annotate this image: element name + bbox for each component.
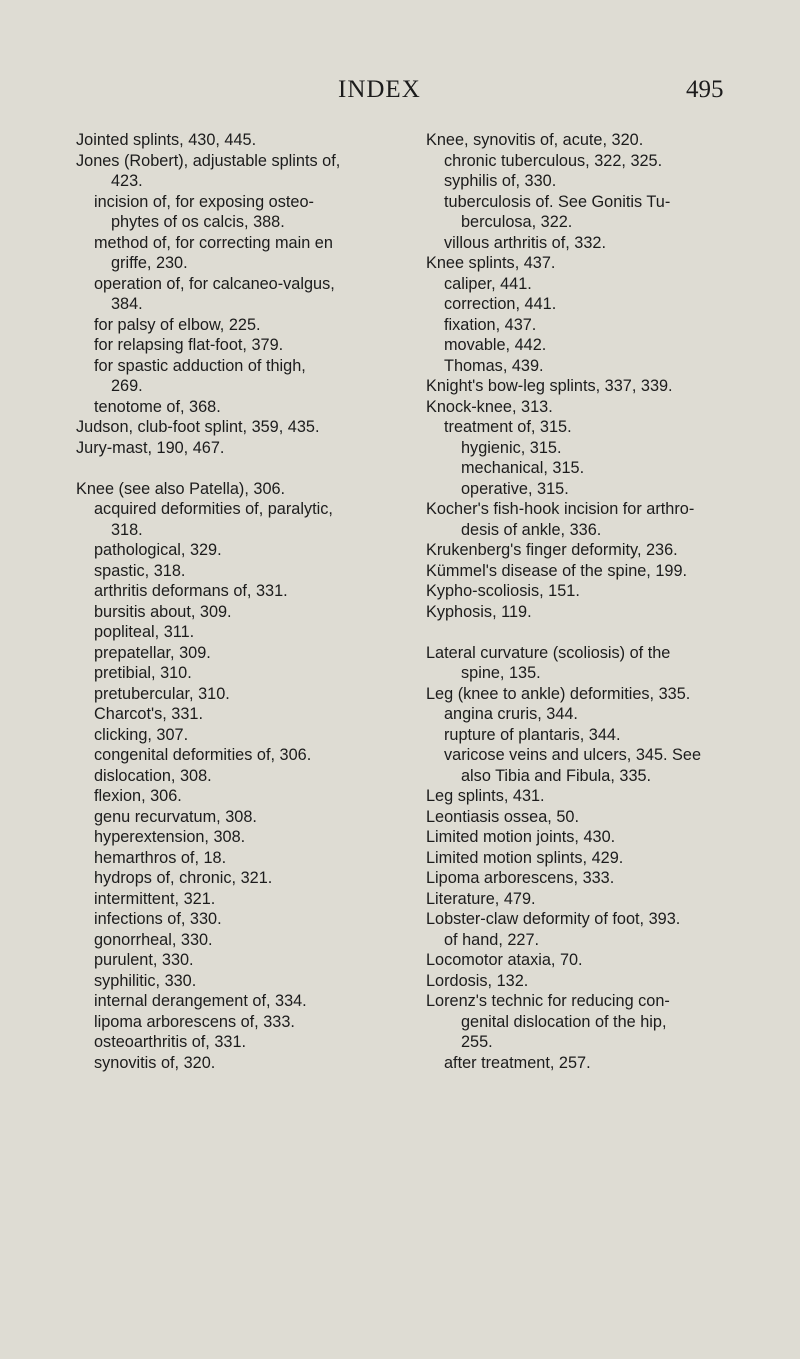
index-subentry: after treatment, 257. (444, 1053, 591, 1072)
index-subentry: 269. (111, 377, 143, 395)
index-subentry: chronic tuberculous, 322, 325. (444, 151, 663, 170)
index-entry: Kocher's fish-hook incision for arthro- (426, 500, 695, 518)
index-subentry: flexion, 306. (94, 787, 182, 805)
section-gap (76, 458, 411, 479)
index-subentry: caliper, 441. (444, 274, 532, 293)
index-subentry: for relapsing flat-foot, 379. (94, 336, 284, 354)
page-header (0, 76, 800, 106)
index-entry: Leg (knee to ankle) deformities, 335. (426, 684, 691, 703)
index-subentry: intermittent, 321. (94, 889, 216, 908)
index-subentry: tenotome of, 368. (94, 397, 221, 416)
index-subentry: griffe, 230. (111, 254, 188, 272)
index-entry: Jury-mast, 190, 467. (76, 438, 225, 457)
index-subentry: genital dislocation of the hip, (461, 1012, 667, 1031)
index-subentry: fixation, 437. (444, 315, 537, 334)
index-subentry: correction, 441. (444, 295, 557, 313)
index-subentry: syphilitic, 330. (94, 971, 197, 990)
index-entry: Kypho-scoliosis, 151. (426, 582, 580, 600)
index-subentry: angina cruris, 344. (444, 705, 578, 723)
index-subentry: infections of, 330. (94, 910, 222, 928)
page-title: INDEX (338, 76, 421, 103)
index-entry: Lordosis, 132. (426, 971, 529, 990)
index-subentry: mechanical, 315. (461, 459, 585, 477)
index-entry: Jointed splints, 430, 445. (76, 131, 257, 149)
index-subentry: hemarthros of, 18. (94, 848, 227, 867)
index-subentry: of hand, 227. (444, 930, 540, 949)
index-subentry: tuberculosis of. See Gonitis Tu- (444, 192, 671, 211)
index-entry: Kümmel's disease of the spine, 199. (426, 561, 688, 580)
index-subentry: villous arthritis of, 332. (444, 233, 606, 252)
index-entry: Locomotor ataxia, 70. (426, 951, 583, 969)
index-subentry: bursitis about, 309. (94, 602, 232, 621)
index-entry: Knee splints, 437. (426, 254, 556, 272)
index-entry: Lorenz's technic for reducing con- (426, 992, 670, 1010)
index-subentry: method of, for correcting main en (94, 233, 333, 252)
index-subentry: popliteal, 311. (94, 623, 195, 641)
index-subentry: Thomas, 439. (444, 356, 544, 375)
index-subentry: pathological, 329. (94, 541, 222, 559)
index-subentry: osteoarthritis of, 331. (94, 1033, 247, 1051)
index-subentry: Charcot's, 331. (94, 705, 203, 723)
index-subentry: purulent, 330. (94, 951, 194, 969)
index-entry: Knock-knee, 313. (426, 397, 553, 416)
index-subentry: internal derangement of, 334. (94, 992, 307, 1010)
index-subentry: pretibial, 310. (94, 664, 192, 682)
index-entry: Judson, club-foot splint, 359, 435. (76, 418, 320, 436)
index-subentry: rupture of plantaris, 344. (444, 725, 621, 744)
index-subentry: 255. (461, 1033, 493, 1051)
index-entry: Knee, synovitis of, acute, 320. (426, 131, 644, 149)
index-subentry: hygienic, 315. (461, 438, 562, 457)
section-gap (426, 622, 761, 643)
index-entry: Jones (Robert), adjustable splints of, (76, 151, 341, 170)
index-subentry: clicking, 307. (94, 725, 189, 744)
index-subentry: syphilis of, 330. (444, 172, 557, 190)
index-subentry: pretubercular, 310. (94, 684, 230, 703)
index-subentry: movable, 442. (444, 336, 547, 354)
index-subentry: 423. (111, 172, 143, 190)
index-subentry: arthritis deformans of, 331. (94, 582, 288, 600)
index-subentry: operative, 315. (461, 479, 569, 498)
index-subentry: hyperextension, 308. (94, 828, 246, 846)
index-subentry: for palsy of elbow, 225. (94, 315, 261, 334)
index-subentry: 384. (111, 295, 143, 313)
index-entry: Leontiasis ossea, 50. (426, 807, 579, 826)
page-number: 495 (686, 76, 724, 103)
index-subentry: spastic, 318. (94, 561, 186, 580)
index-entry: Lipoma arborescens, 333. (426, 869, 615, 887)
index-subentry: 318. (111, 520, 143, 539)
index-subentry: hydrops of, chronic, 321. (94, 869, 273, 887)
index-subentry: lipoma arborescens of, 333. (94, 1012, 295, 1031)
index-subentry: phytes of os calcis, 388. (111, 213, 285, 231)
index-subentry: desis of ankle, 336. (461, 520, 602, 539)
index-subentry: prepatellar, 309. (94, 643, 211, 662)
index-subentry: congenital deformities of, 306. (94, 746, 312, 764)
index-entry: Leg splints, 431. (426, 787, 545, 805)
index-entry: Limited motion joints, 430. (426, 828, 616, 846)
index-subentry: dislocation, 308. (94, 766, 212, 785)
index-entry: Limited motion splints, 429. (426, 848, 624, 867)
index-subentry: synovitis of, 320. (94, 1053, 216, 1072)
index-subentry: acquired deformities of, paralytic, (94, 500, 333, 518)
index-entry: Knee (see also Patella), 306. (76, 479, 286, 498)
index-column-right (426, 130, 761, 1073)
index-entry: Lobster-claw deformity of foot, 393. (426, 910, 681, 928)
index-column-left (76, 130, 411, 1073)
index-subentry: treatment of, 315. (444, 418, 572, 436)
index-subentry: berculosa, 322. (461, 213, 573, 231)
index-subentry: incision of, for exposing osteo- (94, 192, 314, 211)
index-entry: Knight's bow-leg splints, 337, 339. (426, 377, 673, 395)
index-entry: Krukenberg's finger deformity, 236. (426, 541, 678, 559)
index-subentry: varicose veins and ulcers, 345. See (444, 746, 702, 764)
index-entry: Lateral curvature (scoliosis) of the (426, 643, 671, 662)
index-entry: Literature, 479. (426, 889, 536, 908)
index-subentry: spine, 135. (461, 664, 541, 682)
index-subentry: operation of, for calcaneo-valgus, (94, 274, 335, 293)
index-subentry: also Tibia and Fibula, 335. (461, 766, 652, 785)
index-subentry: genu recurvatum, 308. (94, 807, 257, 826)
index-subentry: gonorrheal, 330. (94, 930, 213, 949)
index-entry: Kyphosis, 119. (426, 602, 532, 621)
index-subentry: for spastic adduction of thigh, (94, 356, 306, 375)
